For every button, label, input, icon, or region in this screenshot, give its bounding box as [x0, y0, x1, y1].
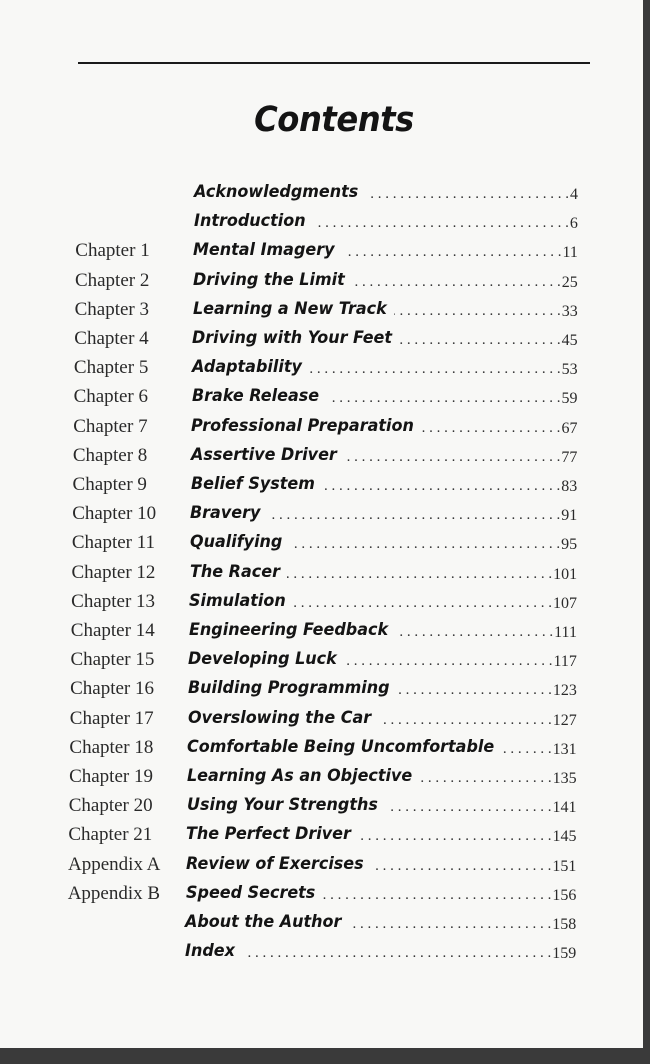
toc-entry	[0, 412, 643, 441]
toc-entry	[0, 266, 643, 295]
toc-entry-label: Chapter 11	[71, 532, 156, 554]
toc-entry-leader	[379, 704, 552, 733]
toc-entry-leader	[372, 850, 552, 879]
toc-entry	[0, 616, 643, 645]
top-rule	[78, 62, 590, 64]
toc-entry-page-number: 151	[552, 857, 577, 875]
toc-entry	[0, 820, 643, 849]
toc-entry-title: Comfortable Being Uncomfortable	[187, 736, 495, 757]
toc-entry-leader	[396, 616, 553, 645]
toc-entry-title: Overslowing the Car	[187, 707, 371, 728]
toc-entry-page-number: 45	[561, 332, 578, 349]
toc-entry-title: Driving with Your Feet	[192, 328, 393, 348]
toc-entry-title: Learning a New Track	[192, 298, 387, 319]
toc-entry-label: Chapter 9	[72, 474, 147, 495]
toc-entry-page-number: 67	[561, 419, 578, 437]
toc-entry-title: Index	[185, 941, 235, 962]
toc-entry	[0, 762, 643, 791]
toc-entry-title: Speed Secrets	[185, 882, 316, 903]
toc-entry	[0, 353, 643, 382]
toc-entry-title: Engineering Feedback	[188, 620, 388, 640]
toc-entry-page-number: 4	[570, 186, 578, 203]
toc-entry	[0, 382, 643, 411]
toc-entry	[0, 645, 643, 674]
toc-entry-label: Chapter 5	[73, 357, 149, 379]
toc-entry	[0, 178, 643, 207]
toc-entry-leader	[322, 470, 560, 499]
toc-entry	[0, 470, 643, 499]
toc-entry-label: Chapter 17	[69, 707, 154, 729]
toc-entry-leader	[294, 587, 552, 616]
toc-entry-title: Review of Exercises	[186, 853, 364, 874]
toc-entry-page-number: 25	[561, 273, 578, 291]
toc-entry-title: Adaptability	[191, 357, 302, 378]
toc-entry-label: Chapter 4	[74, 328, 149, 349]
toc-entry-leader	[313, 207, 569, 236]
toc-entry-leader	[353, 266, 561, 295]
toc-entry-leader	[422, 412, 560, 441]
toc-entry-title: Belief System	[190, 474, 315, 494]
toc-entry-page-number: 11	[562, 244, 578, 262]
toc-entry-leader	[386, 791, 552, 820]
toc-entry-page-number: 158	[552, 916, 577, 933]
toc-entry	[0, 295, 643, 324]
toc-entry-label: Chapter 2	[74, 269, 150, 291]
toc-entry	[0, 587, 643, 616]
toc-entry-leader	[287, 558, 552, 587]
toc-entry-title: Driving the Limit	[192, 269, 345, 290]
toc-entry-page-number: 33	[561, 302, 578, 320]
toc-entry-label: Chapter 15	[70, 649, 155, 671]
toc-entry-page-number: 95	[561, 536, 578, 554]
toc-entry-title: Mental Imagery	[193, 240, 335, 261]
toc-entry	[0, 558, 643, 587]
toc-entry-title: Qualifying	[189, 532, 283, 553]
toc-entry-label: Chapter 8	[72, 444, 148, 466]
toc-entry-label: Chapter 21	[68, 824, 153, 846]
toc-entry	[0, 236, 643, 265]
toc-entry-leader	[243, 937, 551, 966]
toc-entry	[0, 674, 643, 703]
toc-entry-page-number: 123	[552, 682, 577, 700]
toc-entry	[0, 908, 643, 937]
toc-entry-label: Chapter 20	[68, 795, 153, 817]
toc-entry-title: The Racer	[189, 561, 280, 582]
toc-entry-label: Appendix A	[68, 853, 161, 875]
toc-entry	[0, 207, 643, 236]
toc-entry-label: Chapter 19	[69, 766, 153, 787]
toc-entry-leader	[503, 733, 552, 762]
toc-entry-leader	[323, 879, 551, 908]
toc-entry-leader	[400, 324, 560, 353]
toc-entry	[0, 528, 643, 557]
toc-entry	[0, 441, 643, 470]
toc-entry-label: Chapter 12	[71, 561, 156, 583]
toc-entry-page-number: 135	[552, 770, 577, 787]
toc-entry-page-number: 117	[553, 653, 577, 671]
toc-entry-leader	[310, 353, 561, 382]
toc-entry-title: About the Author	[185, 912, 342, 932]
toc-entry	[0, 879, 643, 908]
toc-entry	[0, 324, 643, 353]
toc-entry	[0, 733, 643, 762]
toc-entry-label: Chapter 18	[69, 736, 154, 758]
toc-entry-page-number: 111	[554, 624, 577, 641]
toc-entry-leader	[345, 441, 561, 470]
toc-entry	[0, 704, 643, 733]
toc-entry	[0, 937, 643, 966]
toc-entry-leader	[366, 178, 569, 207]
toc-entry	[0, 499, 643, 528]
toc-entry-page-number: 131	[552, 740, 577, 758]
toc-entry-leader	[290, 528, 560, 557]
toc-entry-page-number: 107	[553, 594, 578, 612]
toc-entry-page-number: 141	[552, 799, 577, 817]
toc-entry-title: Bravery	[190, 503, 261, 524]
toc-entry-leader	[398, 674, 552, 703]
toc-entry-label: Appendix B	[67, 882, 161, 904]
toc-entry-page-number: 145	[552, 828, 577, 846]
toc-entry-leader	[345, 645, 552, 674]
toc-entry	[0, 850, 643, 879]
toc-entry-label: Chapter 6	[73, 386, 148, 408]
toc-entry-label: Chapter 7	[73, 415, 148, 437]
toc-entry-title: Brake Release	[191, 386, 319, 407]
toc-entry-page-number: 101	[553, 565, 578, 583]
toc-entry-leader	[327, 382, 561, 411]
toc-entry-label: Chapter 13	[71, 590, 156, 612]
toc-entry-leader	[359, 820, 551, 849]
toc-entry-label: Chapter 1	[75, 240, 150, 262]
toc-entry-label: Chapter 16	[70, 678, 155, 700]
toc-entry-label: Chapter 10	[72, 503, 157, 525]
toc-entry-page-number: 159	[552, 945, 577, 963]
toc-entry-title: Learning As an Objective	[187, 766, 413, 786]
toc-entry-title: Professional Preparation	[191, 415, 415, 436]
toc-entry-title: The Perfect Driver	[186, 824, 352, 845]
toc-entry-title: Building Programming	[188, 678, 390, 699]
toc-entry-title: Using Your Strengths	[186, 795, 378, 816]
toc-entry-label: Chapter 14	[70, 620, 155, 641]
toc-entry-page-number: 83	[561, 478, 578, 495]
toc-entry-title: Acknowledgments	[194, 182, 359, 202]
toc-entry-label: Chapter 3	[74, 298, 150, 320]
toc-entry-page-number: 91	[561, 507, 578, 525]
toc-entry-title: Simulation	[189, 590, 286, 611]
toc-entry-page-number: 77	[561, 448, 578, 466]
toc-entry-title: Assertive Driver	[190, 444, 337, 465]
toc-entry-leader	[394, 295, 560, 324]
toc-entry-leader	[269, 499, 561, 528]
toc-entry-page-number: 127	[552, 711, 577, 729]
toc-entry-leader	[350, 908, 552, 937]
toc-entry-leader	[420, 762, 551, 791]
toc-entry-leader	[343, 236, 562, 265]
toc-entry-title: Developing Luck	[188, 649, 338, 670]
toc-entry-page-number: 59	[561, 390, 578, 408]
toc-entry-page-number: 53	[561, 361, 578, 379]
toc-entry-page-number: 156	[552, 886, 577, 904]
page-title: Contents	[254, 100, 414, 140]
toc-entry-page-number: 6	[569, 215, 578, 233]
toc-entry-title: Introduction	[193, 211, 306, 232]
toc-entry	[0, 791, 643, 820]
